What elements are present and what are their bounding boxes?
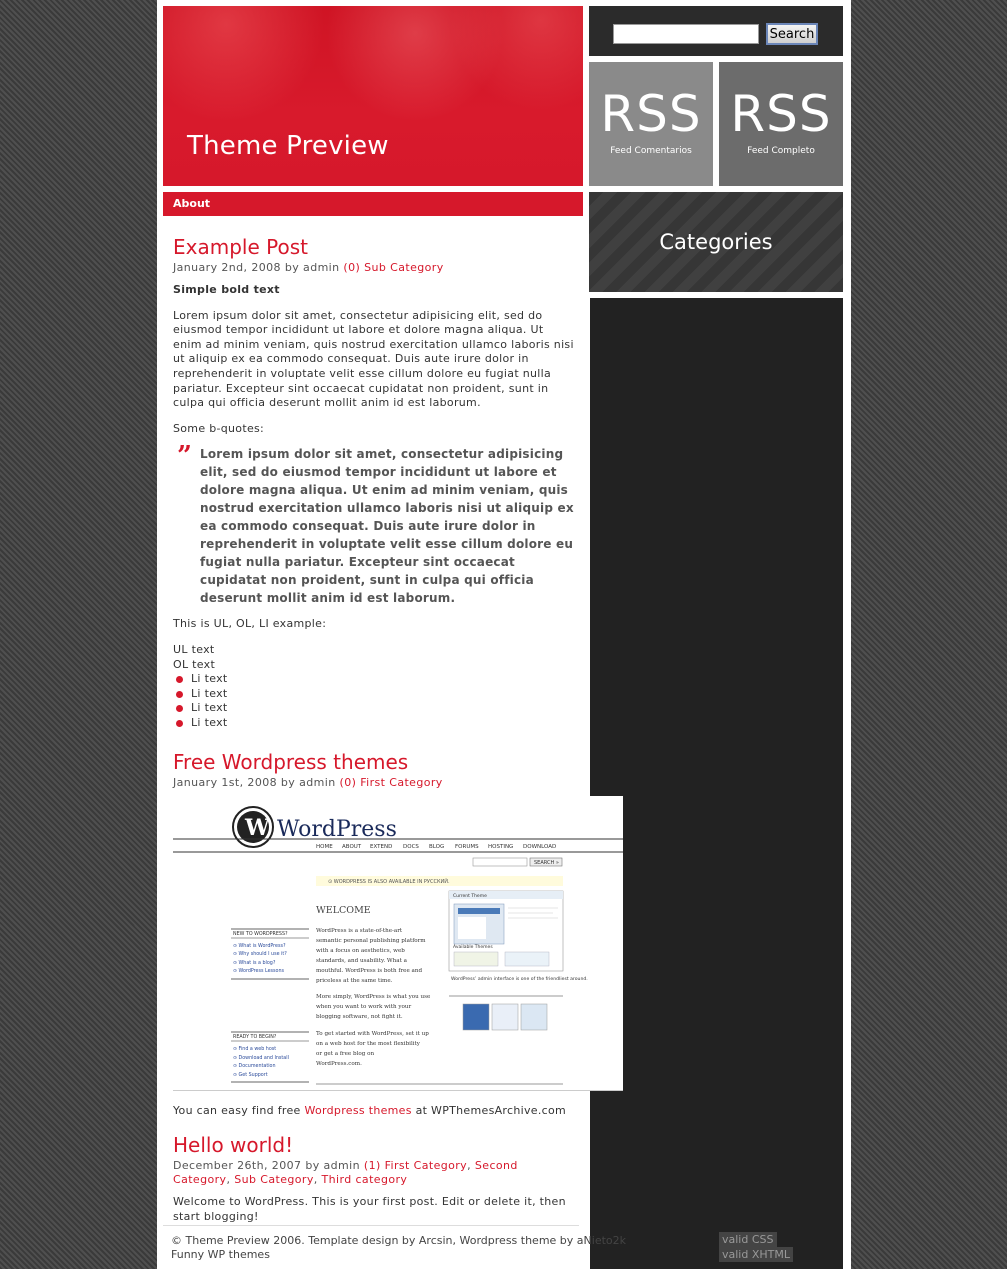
svg-text:semantic personal publishing p: semantic personal publishing platform — [316, 937, 426, 944]
categories-header — [589, 192, 843, 292]
ol-text: OL text — [173, 657, 216, 671]
list-intro: This is UL, OL, LI example: — [173, 617, 327, 631]
post-paragraph: Welcome to WordPress. This is your first post. Edit or delete it, then start blogging! — [173, 1195, 566, 1223]
comments-link[interactable]: (0) — [343, 261, 361, 274]
svg-text:HOSTING: HOSTING — [488, 843, 514, 850]
post-paragraph: Lorem ipsum dolor sit amet, consectetur adipisicing elit, sed do eiusmod tempor incididunt ut labore et dolore magna aliqua. Ut enim ad minim veniam, quis nostrud exercitation ullamco laboris nisi ut aliquip ex ea commodo consequat. Duis aute irure dolor in reprehenderit in voluptate velit esse cillum dolore eu fugiat nulla pariatur. Excepteur sint occaecat cupidatat non proident, sunt in culpa qui officia deserunt mollit anim id est laborum. — [173, 308, 574, 410]
svg-text:⊙ WORDPRESS IS ALSO AVAILABLE: ⊙ WORDPRESS IS ALSO AVAILABLE IN РУССКИЙ. — [328, 878, 450, 885]
rss-icon: RSS — [600, 85, 702, 143]
svg-text:⊙ What is WordPress?: ⊙ What is WordPress? — [233, 943, 286, 949]
ul-text: UL text — [173, 642, 215, 656]
list-item: Li text — [173, 672, 575, 687]
sidebar-body — [590, 298, 843, 1269]
category-link[interactable]: First Category — [384, 1159, 468, 1173]
list-item: Li text — [173, 701, 575, 716]
svg-text:W: W — [245, 814, 270, 841]
blockquote-text: Lorem ipsum dolor sit amet, consectetur adipisicing elit, sed do eiusmod tempor incididunt ut labore et dolore magna aliqua. Ut enim ad minim veniam, quis nostrud exercitation ullamco laboris nisi ut aliquip ex ea commodo consequat. Duis aute irure dolor in reprehenderit in voluptate velit esse cillum dolore eu fugiat nulla pariatur. Excepteur sint occaecat cupidatat non proident, sunt in culpa qui officia deserunt mollit anim id est laborum. — [200, 447, 574, 606]
rss-comments-feed[interactable] — [589, 62, 713, 186]
post-date: January 1st, 2008 — [173, 775, 278, 789]
svg-text:EXTEND: EXTEND — [370, 843, 393, 850]
svg-text:More simply, WordPress is what: More simply, WordPress is what you use — [316, 993, 431, 1000]
bullet-icon — [176, 676, 183, 683]
bold-text: Simple bold text — [173, 283, 280, 296]
page-wrapper — [157, 0, 851, 1269]
svg-text:⊙ What is a blog?: ⊙ What is a blog? — [233, 960, 276, 966]
main-content — [173, 233, 588, 1224]
svg-text:To get started with WordPress,: To get started with WordPress, set it up — [316, 1030, 429, 1037]
validators — [719, 1232, 851, 1262]
svg-text:⊙ WordPress Lessons: ⊙ WordPress Lessons — [233, 968, 285, 974]
svg-text:priceless at the same time.: priceless at the same time. — [316, 977, 393, 984]
categories-title: Categories — [659, 230, 773, 254]
wordpress-screenshot-svg — [173, 796, 623, 1091]
post-date: December 26th, 2007 — [173, 1159, 302, 1173]
post-title[interactable]: Free Wordpress themes — [173, 749, 409, 774]
svg-text:blogging software, not fight i: blogging software, not fight it. — [316, 1013, 403, 1020]
rss-label: Feed Completo — [747, 146, 815, 156]
svg-text:NEW TO WORDPRESS?: NEW TO WORDPRESS? — [233, 931, 288, 937]
footer-link[interactable]: Funny WP themes — [171, 1248, 270, 1261]
post — [173, 1131, 575, 1224]
rss-icon: RSS — [730, 85, 832, 143]
footer — [171, 1234, 626, 1262]
category-link[interactable]: Sub Category — [234, 1173, 314, 1187]
comments-link[interactable]: (1) — [363, 1159, 381, 1173]
svg-text:⊙ Download and Install: ⊙ Download and Install — [233, 1055, 289, 1061]
svg-text:⊙ Find a web host: ⊙ Find a web host — [233, 1046, 277, 1052]
search-bar — [589, 6, 843, 56]
post — [173, 748, 588, 1119]
category-link[interactable]: Third category — [321, 1173, 408, 1187]
bquote-intro: Some b-quotes: — [173, 421, 265, 435]
wordpress-themes-link[interactable]: Wordpress themes — [304, 1103, 412, 1117]
nav-bar — [163, 192, 583, 216]
quote-icon: ” — [177, 441, 193, 472]
svg-text:⊙ Documentation: ⊙ Documentation — [233, 1063, 276, 1069]
nav-item-about[interactable]: About — [173, 197, 211, 210]
valid-css-link[interactable]: valid CSS — [719, 1232, 777, 1247]
post-author: admin — [299, 775, 336, 789]
svg-text:WordPress.com.: WordPress.com. — [316, 1060, 362, 1067]
valid-xhtml-link[interactable]: valid XHTML — [719, 1247, 793, 1262]
footer-copyright: © Theme Preview 2006. Template design by Arcsin, Wordpress theme by aNieto2k — [171, 1234, 626, 1247]
svg-text:when you want to work with you: when you want to work with your — [316, 1003, 412, 1010]
svg-text:READY TO BEGIN?: READY TO BEGIN? — [233, 1034, 277, 1040]
list-item: Li text — [173, 687, 575, 702]
svg-text:⊙ Get Support: ⊙ Get Support — [233, 1072, 268, 1078]
header-banner — [163, 6, 583, 186]
footer-divider — [163, 1225, 579, 1226]
svg-text:or get a free blog on: or get a free blog on — [316, 1050, 375, 1057]
svg-text:WELCOME: WELCOME — [316, 904, 371, 916]
post-author: admin — [323, 1159, 360, 1173]
svg-text:⊙ Why should I use it?: ⊙ Why should I use it? — [233, 951, 287, 957]
svg-text:WordPress is a state-of-the-ar: WordPress is a state-of-the-art — [316, 927, 403, 934]
category-link[interactable]: Second Category — [173, 1159, 518, 1187]
bullet-icon — [176, 691, 183, 698]
category-link[interactable]: Sub Category — [364, 261, 444, 274]
post-meta: January 2nd, 2008 by admin (0) Sub Category — [173, 261, 444, 274]
post — [173, 233, 575, 731]
svg-text:DOWNLOAD: DOWNLOAD — [523, 843, 557, 850]
post-date: January 2nd, 2008 — [173, 261, 281, 274]
rss-full-feed[interactable] — [719, 62, 843, 186]
svg-text:BLOG: BLOG — [429, 843, 445, 850]
category-link[interactable]: First Category — [360, 775, 443, 789]
svg-text:ABOUT: ABOUT — [342, 843, 362, 850]
wordpress-screenshot-image[interactable] — [173, 796, 623, 1091]
svg-text:standards, and usability. What: standards, and usability. What a — [316, 957, 407, 964]
post-title[interactable]: Hello world! — [173, 1133, 294, 1158]
svg-text:Available Themes: Available Themes — [453, 944, 493, 950]
search-input[interactable] — [613, 24, 759, 44]
post-author: admin — [303, 261, 340, 274]
bullet-icon — [176, 705, 183, 712]
svg-text:with a focus on aesthetics, we: with a focus on aesthetics, web — [316, 947, 405, 954]
svg-text:WordPress’ admin interface is: WordPress’ admin interface is one of the friendliest around. — [451, 976, 588, 982]
post-meta: December 26th, 2007 by admin (1) First Category, Second Category, Sub Category, Third category — [173, 1159, 518, 1187]
post-title[interactable]: Example Post — [173, 235, 308, 259]
wp-logo-text: WordPress — [277, 816, 397, 842]
svg-text:DOCS: DOCS — [403, 843, 419, 850]
svg-text:HOME: HOME — [316, 843, 333, 850]
svg-text:SEARCH »: SEARCH » — [534, 859, 559, 866]
svg-text:Current Theme: Current Theme — [453, 893, 487, 899]
bullet-icon — [176, 720, 183, 727]
post-paragraph: You can easy find free Wordpress themes at WPThemesArchive.com — [173, 1103, 567, 1117]
svg-text:FORUMS: FORUMS — [455, 843, 479, 850]
rss-label: Feed Comentarios — [610, 146, 692, 156]
list-item: Li text — [173, 716, 575, 731]
svg-text:mouthful. WordPress is both fr: mouthful. WordPress is both free and — [316, 967, 423, 974]
comments-link[interactable]: (0) — [339, 775, 357, 789]
post-meta: January 1st, 2008 by admin (0) First Category — [173, 775, 443, 789]
svg-text:on a web host for the most fle: on a web host for the most flexibility — [316, 1040, 420, 1047]
li-list — [173, 672, 575, 730]
blockquote — [173, 441, 575, 607]
site-title[interactable]: Theme Preview — [187, 131, 389, 161]
search-button[interactable]: Search — [766, 23, 818, 45]
